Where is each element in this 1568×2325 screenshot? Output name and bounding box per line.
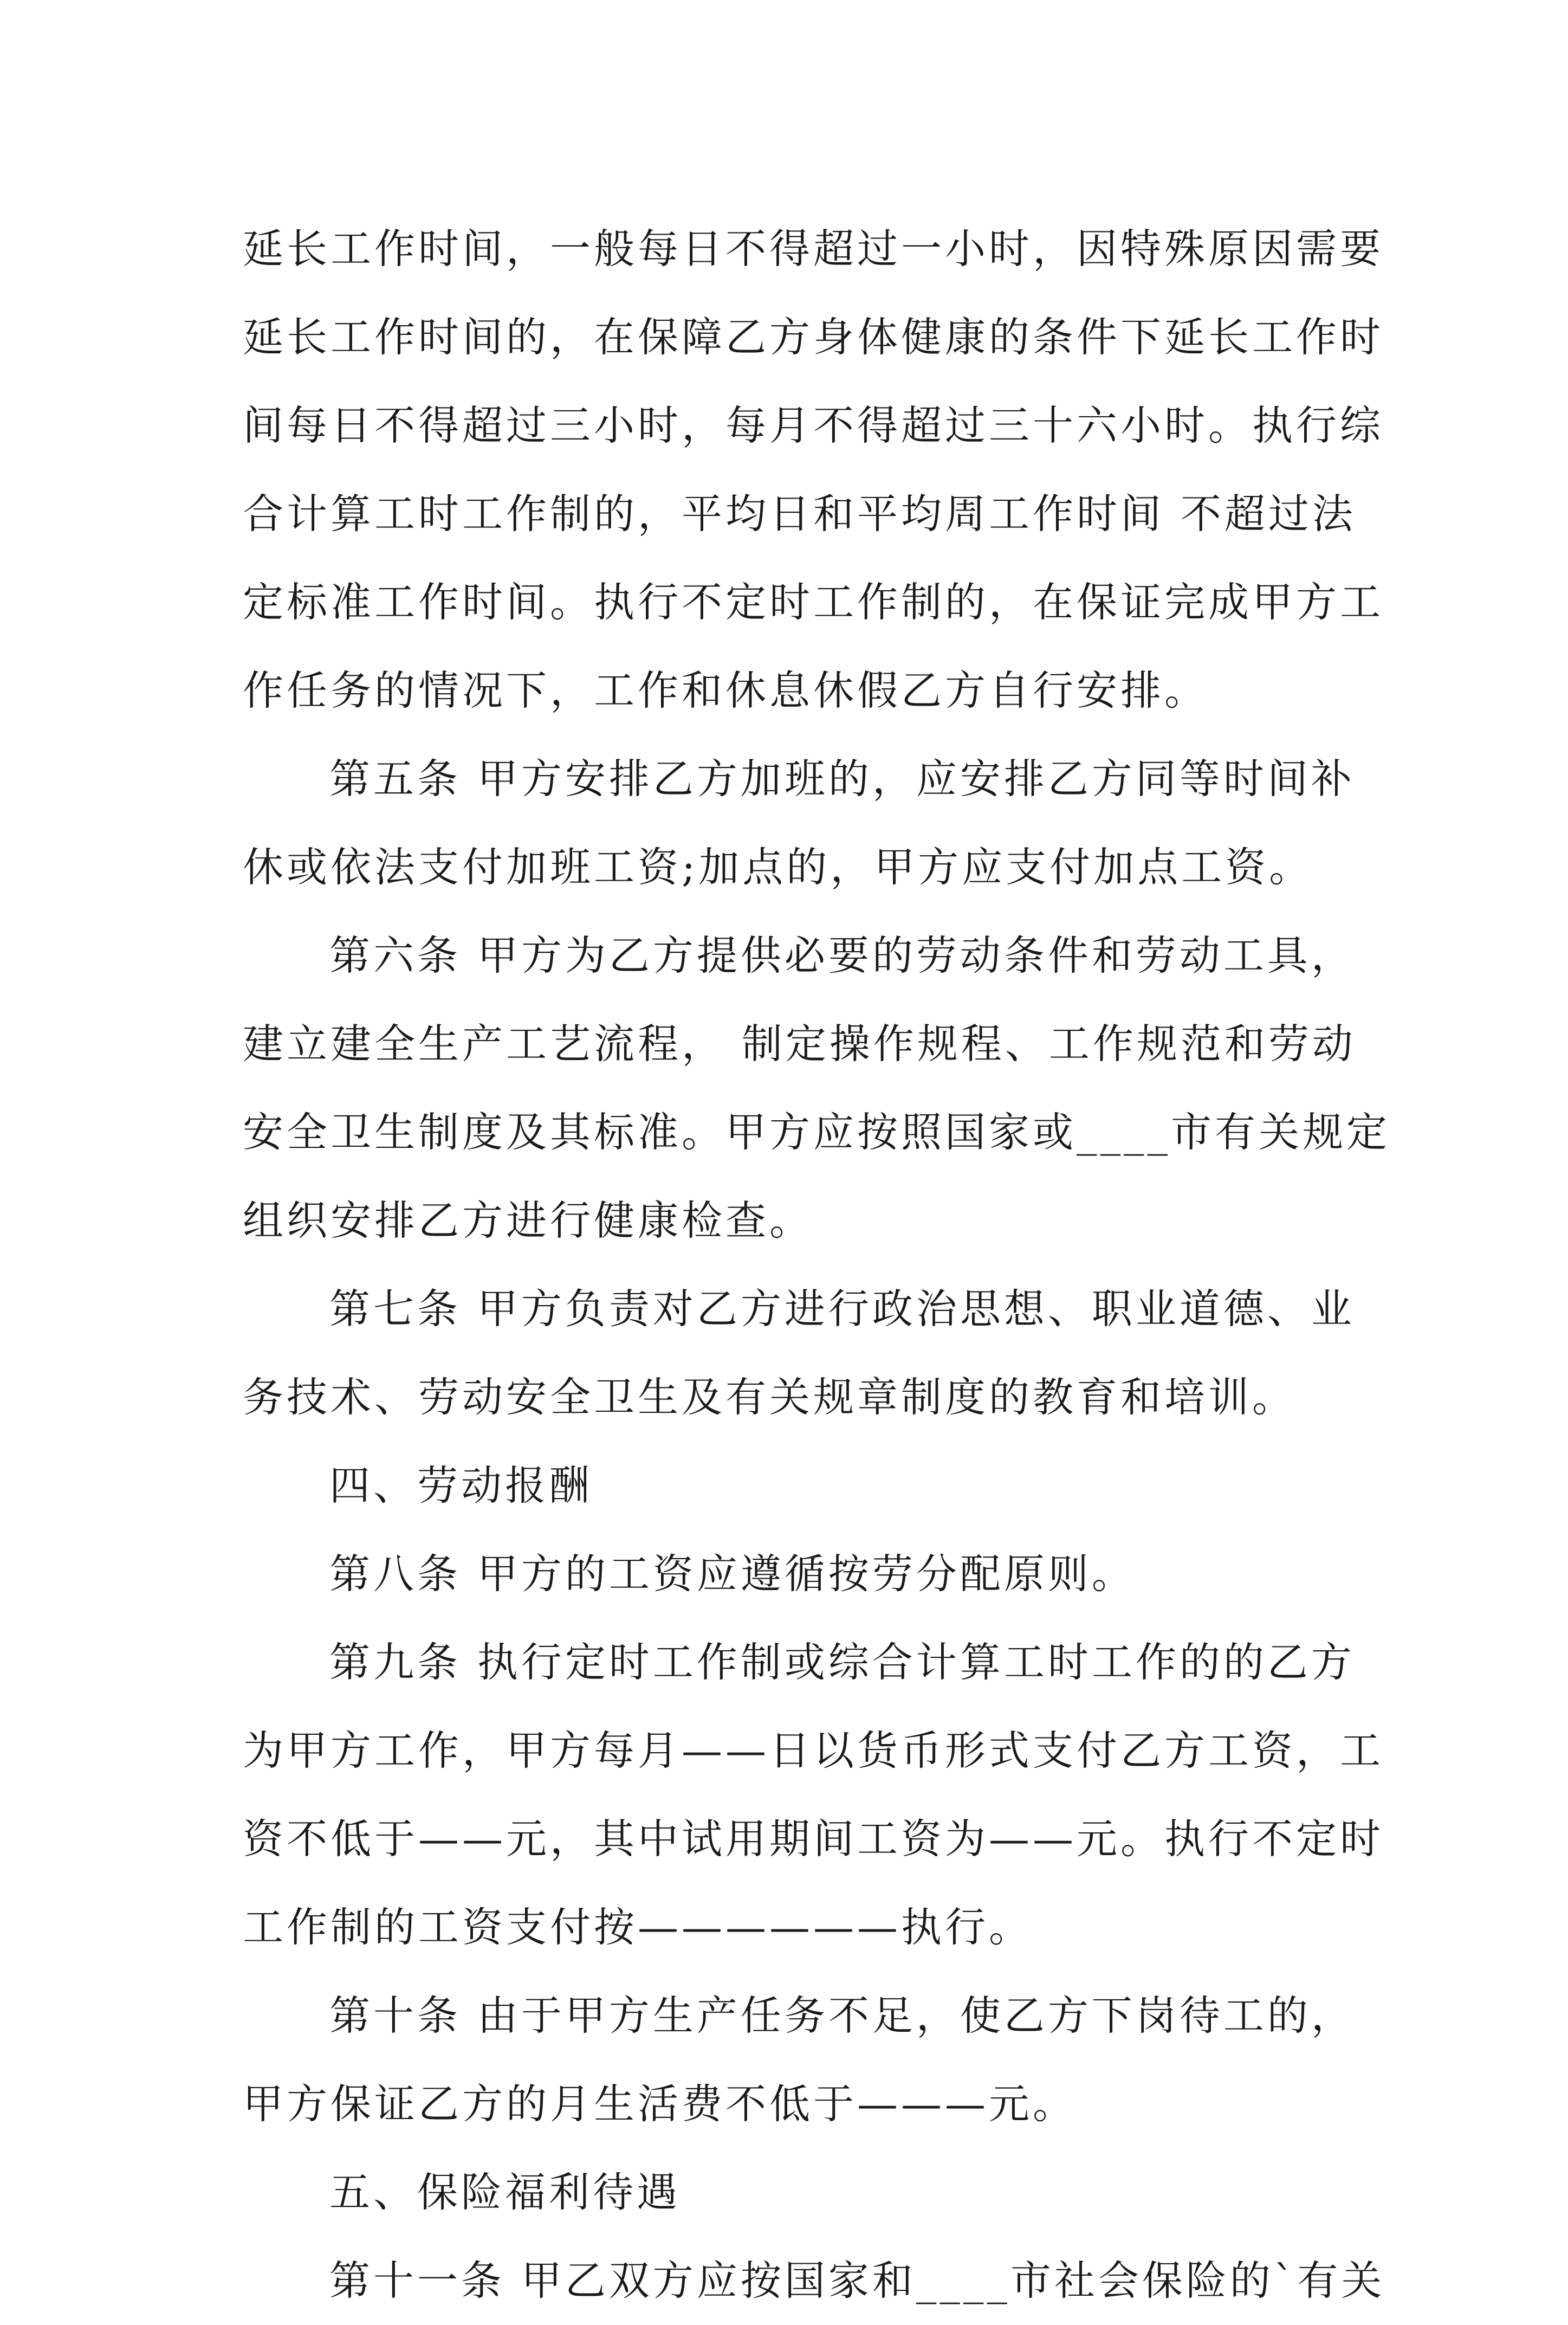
- text-line: 延长工作时间的，在保障乙方身体健康的条件下延长工作时: [243, 313, 1384, 361]
- article-5-heading-line: 第五条 甲方安排乙方加班的，应安排乙方同等时间补: [329, 755, 1355, 803]
- section-4-heading: 四、劳动报酬: [329, 1462, 593, 1509]
- text-line: 组织安排乙方进行健康检查。: [243, 1197, 814, 1244]
- text-line: 务技术、劳动安全卫生及有关规章制度的教育和培训。: [243, 1373, 1297, 1421]
- text-line: 作任务的情况下，工作和休息休假乙方自行安排。: [243, 667, 1209, 714]
- article-9-heading-line: 第九条 执行定时工作制或综合计算工时工作的的乙方: [329, 1638, 1355, 1686]
- article-11-heading-line: 第十一条 甲乙双方应按国家和____市社会保险的`有关: [329, 2257, 1385, 2304]
- article-6-heading-line: 第六条 甲方为乙方提供必要的劳动条件和劳动工具，: [329, 932, 1355, 979]
- text-line: 为甲方工作，甲方每月——日以货币形式支付乙方工资，工: [243, 1727, 1384, 1774]
- text-line: 甲方保证乙方的月生活费不低于———元。: [243, 2080, 1077, 2128]
- text-line: 延长工作时间，一般每日不得超过一小时，因特殊原因需要: [243, 225, 1384, 273]
- article-8-line: 第八条 甲方的工资应遵循按劳分配原则。: [329, 1550, 1136, 1598]
- text-line: 工作制的工资支付按——————执行。: [243, 1903, 1033, 1951]
- text-line: 资不低于——元，其中试用期间工资为——元。执行不定时: [243, 1815, 1384, 1863]
- text-line: 定标准工作时间。执行不定时工作制的，在保证完成甲方工: [243, 578, 1384, 626]
- text-line: 间每日不得超过三小时，每月不得超过三十六小时。执行综: [243, 402, 1384, 449]
- text-line: 建立建全生产工艺流程， 制定操作规程、工作规范和劳动: [243, 1020, 1356, 1068]
- article-10-heading-line: 第十条 由于甲方生产任务不足，使乙方下岗待工的，: [329, 1992, 1355, 2039]
- text-line: 安全卫生制度及其标准。甲方应按照国家或____市有关规定: [243, 1108, 1391, 1156]
- text-line: 合计算工时工作制的，平均日和平均周工作时间 不超过法: [243, 490, 1356, 538]
- document-body: [243, 205, 1391, 2325]
- section-5-heading: 五、保险福利待遇: [329, 2168, 681, 2216]
- text-line: 休或依法支付加班工资;加点的，甲方应支付加点工资。: [243, 843, 1313, 891]
- article-7-heading-line: 第七条 甲方负责对乙方进行政治思想、职业道德、业: [329, 1285, 1355, 1333]
